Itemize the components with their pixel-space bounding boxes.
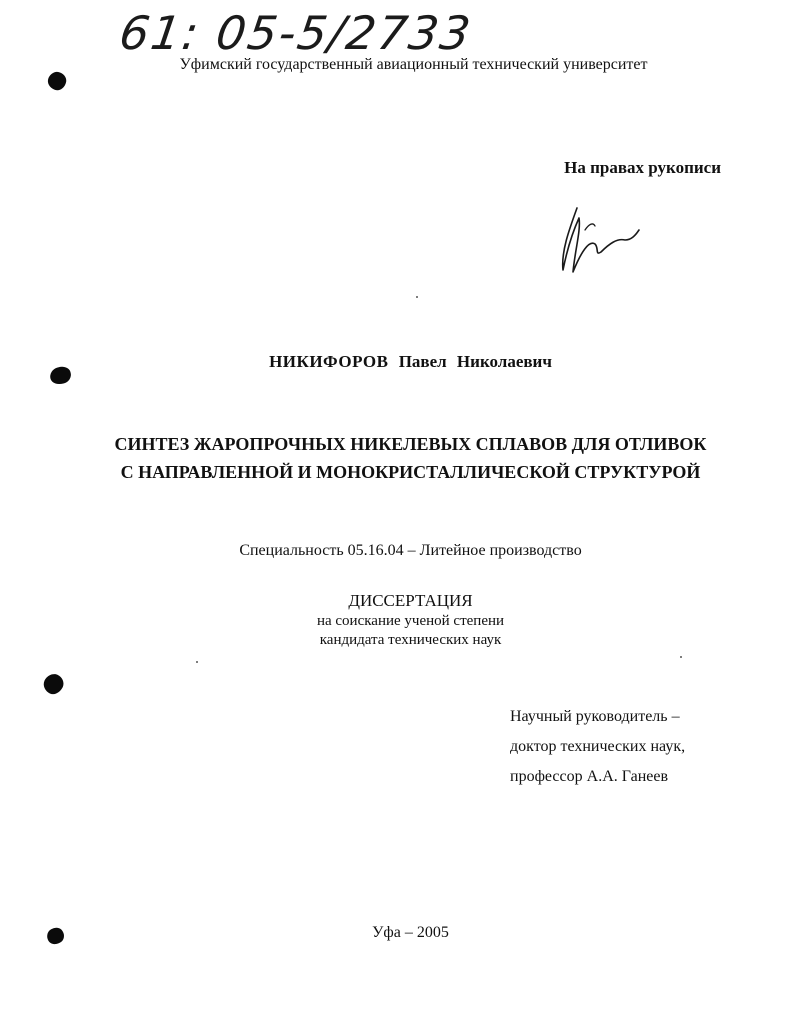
title-line-1: СИНТЕЗ ЖАРОПРОЧНЫХ НИКЕЛЕВЫХ СПЛАВОВ ДЛЯ ОТЛИВОК	[114, 434, 707, 454]
dissertation-block	[0, 590, 791, 650]
supervisor-line-3: профессор А.А. Ганеев	[510, 768, 669, 785]
scan-speck	[680, 656, 682, 658]
specialty: Специальность 05.16.04 – Литейное производство	[239, 542, 582, 559]
author-given-name: Павел Николаевич	[398, 352, 552, 371]
author-surname: НИКИФОРОВ	[269, 352, 389, 371]
dissertation-degree-line-2: кандидата технических наук	[319, 632, 502, 648]
title-line-2: С НАПРАВЛЕННОЙ И МОНОКРИСТАЛЛИЧЕСКОЙ СТРУКТУРОЙ	[120, 462, 701, 482]
dissertation-title	[0, 430, 791, 486]
archive-number-handwritten: 61: 05-5/2733	[116, 6, 476, 60]
city-year: Уфа – 2005	[372, 924, 449, 941]
author-name	[0, 352, 791, 372]
punch-hole-icon	[40, 670, 67, 697]
supervisor-line-1: Научный руководитель –	[510, 708, 680, 725]
signature-icon	[555, 200, 645, 280]
scan-speck	[196, 661, 198, 663]
rights-notice: На правах рукописи	[564, 158, 721, 177]
supervisor-line-2: доктор технических наук,	[510, 738, 686, 755]
scan-speck	[416, 296, 418, 298]
dissertation-degree-line-1: на соискание ученой степени	[316, 613, 505, 629]
university-name: Уфимский государственный авиационный технический университет	[179, 56, 648, 73]
supervisor-block	[510, 702, 685, 792]
dissertation-heading: ДИССЕРТАЦИЯ	[348, 591, 473, 610]
